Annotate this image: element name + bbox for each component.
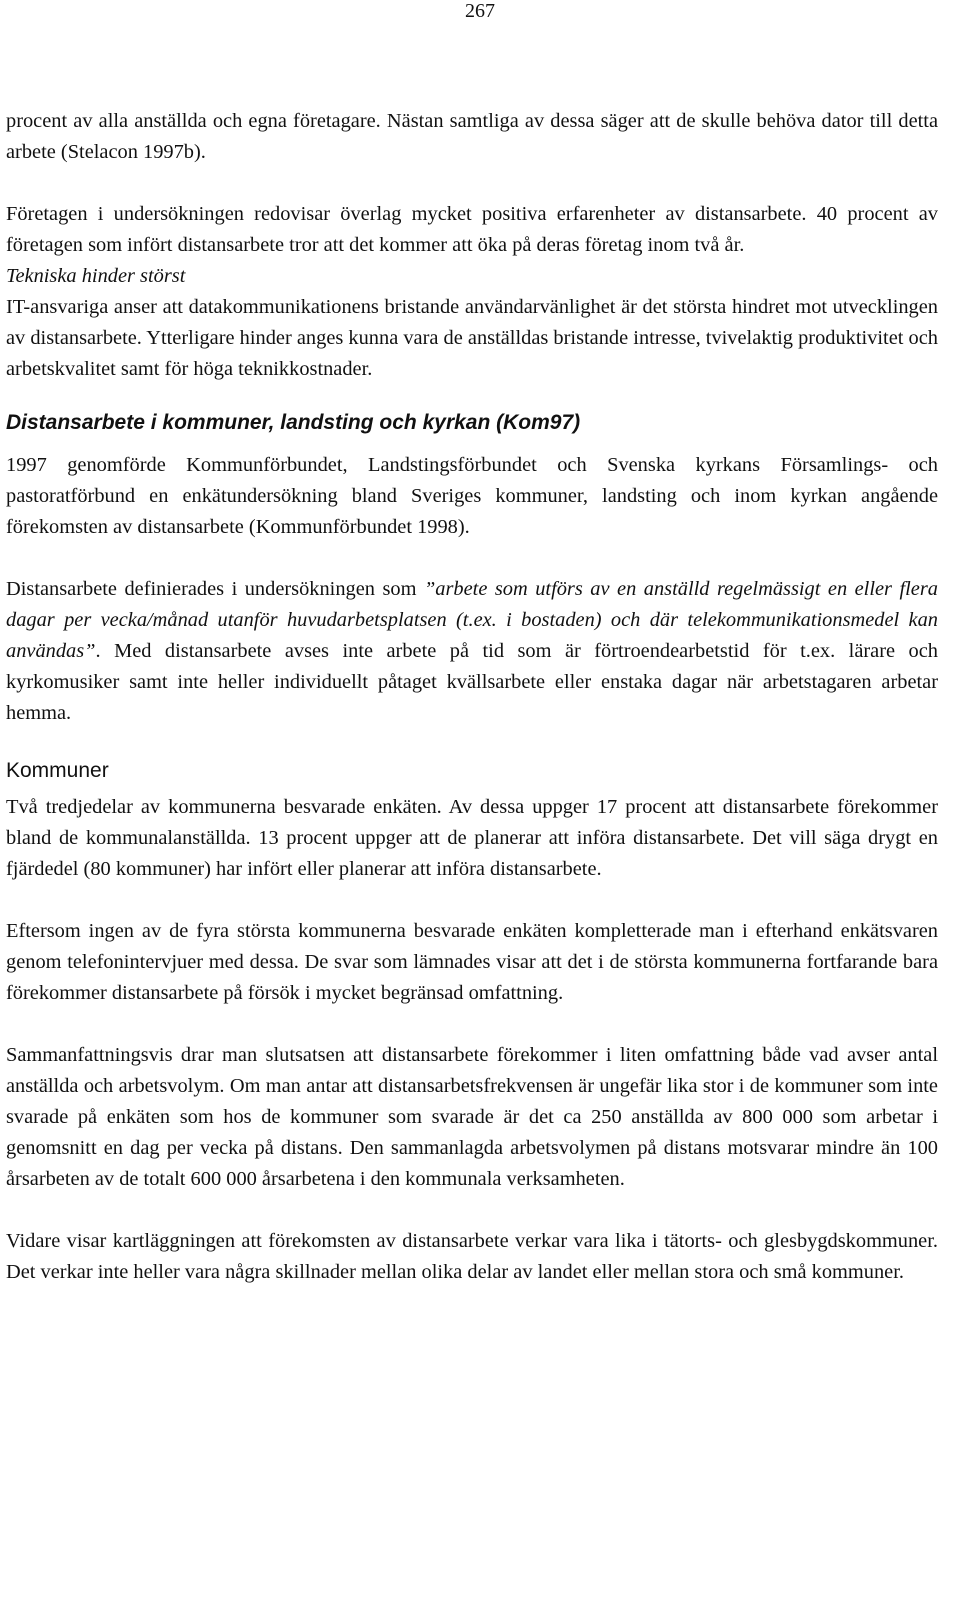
page-number: 267 <box>465 0 495 22</box>
paragraph-vidare: Vidare visar kartläggningen att förekomsten av distansarbete verkar vara lika i tätorts- och glesbygdskommuner. Det verkar inte heller vara några skillnader mellan olika delar av landet eller mellan stora och små kommuner. <box>6 1230 938 1283</box>
document-body <box>6 106 938 1288</box>
section-heading-kom97: Distansarbete i kommuner, landsting och kyrkan (Kom97) <box>6 411 581 434</box>
paragraph-sammanfattningsvis: Sammanfattningsvis drar man slutsatsen att distansarbete förekommer i liten omfattning både vad avser antal anställda och arbetsvolym. Om man antar att distansarbetsfrekvensen är ungefär lika stor i de kommuner som inte svarade på enkäten som hos de kommuner som svarade är det ca 250 anställda av 800 000 som arbetar i genomsnitt en dag per vecka på distans. Den sammanlagda arbetsvolymen på distans motsvarar mindre än 100 årsarbeten av de totalt 600 000 årsarbetena i den kommunala verksamheten. <box>6 1044 938 1190</box>
paragraph-1997-enkat: 1997 genomförde Kommunförbundet, Landstingsförbundet och Svenska kyrkans Församlings- och pastoratförbund en enkätundersökning bland Sveriges kommuner, landsting och inom kyrkan angående förekomsten av distansarbete (Kommunförbundet 1998). <box>6 454 938 538</box>
paragraph-it-ansvariga: IT-ansvariga anser att datakommunikationens bristande användarvänlighet är det största hindret mot utvecklingen av distansarbete. Ytterligare hinder anges kunna vara de anställdas bristande intresse, tvivelaktig produktivitet och arbetskvalitet samt för höga teknikkostnader. <box>6 296 938 380</box>
paragraph-intro: procent av alla anställda och egna företagare. Nästan samtliga av dessa säger att de skulle behöva dator till detta arbete (Stelacon 1997b). <box>6 110 938 163</box>
paragraph-foretagen: Företagen i undersökningen redovisar överlag mycket positiva erfarenheter av distansarbete. 40 procent av företagen som infört distansarbete tror att det kommer att öka på deras företag inom två år. <box>6 203 938 256</box>
definition-quote: ”arbete som utförs av en anställd regelmässigt en eller flera dagar per vecka/månad utanför huvudarbetsplatsen (t.ex. i bostaden) och där telekommunikationsmedel kan användas” <box>6 578 938 662</box>
paragraph-eftersom: Eftersom ingen av de fyra största kommunerna besvarade enkäten kompletterade man i efterhand enkätsvaren genom telefonintervjuer med dessa. De svar som lämnades visar att det i de största kommunerna fortfarande bara förekommer distansarbete på försök i mycket begränsad omfattning. <box>6 920 938 1004</box>
paragraph-tva-tredjedelar: Två tredjedelar av kommunerna besvarade enkäten. Av dessa uppger 17 procent att distansarbete förekommer bland de kommunalanställda. 13 procent uppger att de planerar att införa distansarbete. Det vill säga drygt en fjärdedel (80 kommuner) har infört eller planerar att införa distansarbete. <box>6 796 938 880</box>
paragraph-definition <box>6 574 938 729</box>
definition-rest: . Med distansarbete avses inte arbete på tid som är förtroendearbetstid för t.ex. lärare och kyrkomusiker samt inte heller individuellt påtaget kvällsarbete eller enstaka dagar när arbetstagaren arbetar hemma. <box>6 640 938 724</box>
section-heading-kommuner: Kommuner <box>6 759 109 782</box>
subheading-tekniska-hinder: Tekniska hinder störst <box>6 265 186 287</box>
definition-lead: Distansarbete definierades i undersökningen som <box>6 578 424 600</box>
